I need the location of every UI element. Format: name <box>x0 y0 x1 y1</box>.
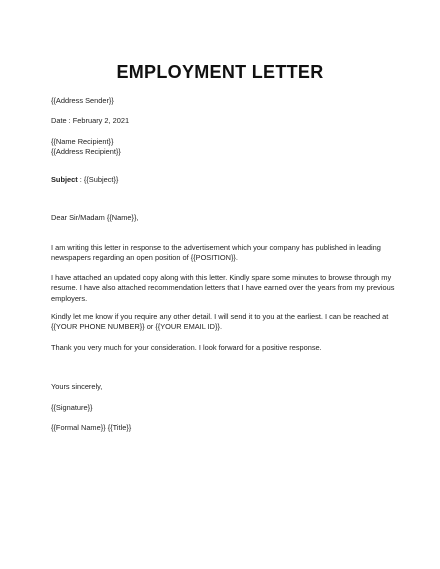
paragraph-4: Thank you very much for your consideration. I look forward for a positive response. <box>51 343 322 352</box>
salutation: Dear Sir/Madam {{Name}}, <box>51 213 139 222</box>
name-recipient: {{Name Recipient}} <box>51 137 114 146</box>
subject-value: : {{Subject}} <box>77 175 119 184</box>
subject-label: Subject <box>51 175 78 184</box>
address-recipient: {{Address Recipient}} <box>51 147 121 156</box>
letter-title: EMPLOYMENT LETTER <box>116 62 324 82</box>
paragraph-3: Kindly let me know if you require any other detail. I will send it to you at the earliest. I can be reached at {{YOUR PHONE NUMBER}} or {{YOUR EMAIL ID}}. <box>51 312 389 332</box>
paragraph-1: I am writing this letter in response to the advertisement which your company has published in leading newspapers regarding an open position of {{POSITION}}. <box>51 243 381 263</box>
signature: {{Signature}} <box>51 403 93 412</box>
closing: Yours sincerely, <box>51 382 103 391</box>
formal-name: {{Formal Name}} {{Title}} <box>51 423 132 432</box>
subject-line <box>51 175 118 185</box>
address-sender: {{Address Sender}} <box>51 96 114 105</box>
letter-date: Date : February 2, 2021 <box>51 116 130 125</box>
paragraph-2: I have attached an updated copy along with this letter. Kindly spare some minutes to browse through my resume. I have also attached recommendation letters that I have earned over the years from my previous employers. <box>51 273 395 303</box>
